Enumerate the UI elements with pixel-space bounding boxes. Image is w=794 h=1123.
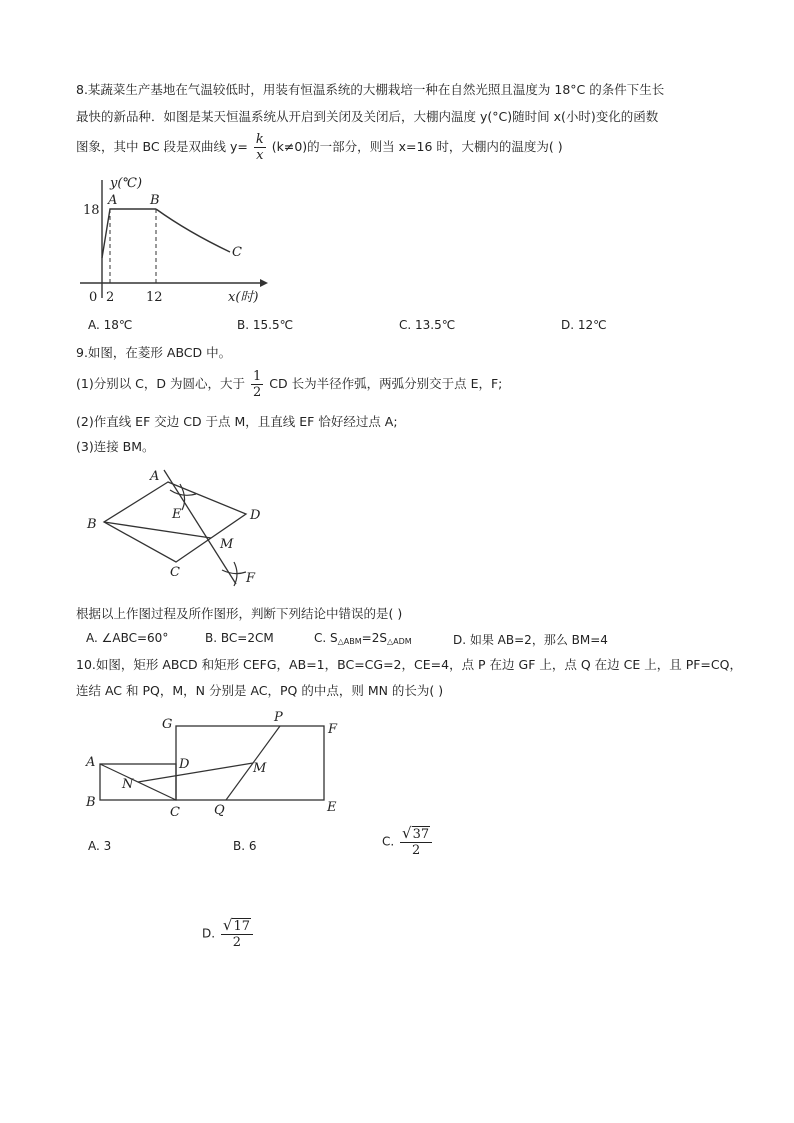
q8-line-3-pre: 图象，其中 BC 段是双曲线 y= [76,139,248,154]
q10-label-f: F [328,722,338,737]
q9-option-d: D. 如果 AB=2，那么 BM=4 [453,633,608,647]
q10-label-a: A [86,755,96,770]
q9-option-c-sub1: △ABM [337,637,362,646]
q9-label-f: F [246,571,256,586]
q10-option-a: A. 3 [88,839,112,853]
q9-label-b: B [87,517,97,532]
q9-segment-bm [104,522,211,538]
q10-label-c: C [170,805,180,820]
q8-option-a: A. 18℃ [88,318,133,332]
q10-option-b: B. 6 [233,839,257,853]
q8-line-2: 最快的新品种．如图是某天恒温系统从开启到关闭及关闭后，大棚内温度 y(°C)随时间 x(小时)变化的函数 [76,109,659,124]
q10-option-d-radicand: 17 [233,919,250,934]
q10-option-c [382,826,434,857]
q10-option-d-pre: D. [202,926,216,941]
q10-label-n: N [122,777,134,792]
q9-option-c [314,631,412,646]
q10-option-d-num [221,918,253,935]
q8-y-axis-label: y(℃) [110,176,143,191]
q8-line-1: 8.某蔬菜生产基地在气温较低时，用装有恒温系统的大棚栽培一种在自然光照且温度为 18°C 的条件下生长 [76,82,665,97]
q8-x-tick-2: 2 [106,290,115,305]
q10-option-c-den: 2 [411,843,421,858]
q10-option-c-fraction [400,826,432,857]
q8-option-c: C. 13.5℃ [399,318,456,332]
q10-option-c-pre: C. [382,834,395,849]
q9-option-c-mid: =2S [361,631,387,645]
q10-label-q: Q [214,803,225,818]
q9-step-1-pre: (1)分别以 C，D 为圆心，大于 [76,376,246,391]
q8-option-d: D. 12℃ [561,318,607,332]
q9-step-1-post: CD 长为半径作弧，两弧分别交于点 E，F; [269,376,503,391]
q10-option-c-sqrt: √37 [402,824,430,842]
q10-label-b: B [86,795,96,810]
q8-point-b: B [150,193,160,208]
q10-line-2: 连结 AC 和 PQ，M，N 分别是 AC，PQ 的中点，则 MN 的长为( ) [76,683,444,698]
q10-label-m: M [253,761,267,776]
q10-option-d [202,918,255,949]
q8-point-a: A [108,193,118,208]
q9-label-a: A [150,469,160,484]
q9-line-1: 9.如图，在菱形 ABCD 中。 [76,345,232,360]
q8-x-tick-0: 0 [89,290,98,305]
q9-rhombus-figure [84,460,284,595]
q8-curve-bc [156,209,230,252]
q10-option-d-fraction [221,918,253,949]
q8-frac-num: k [255,132,264,147]
q9-question: 根据以上作图过程及所作图形，判断下列结论中错误的是( ) [76,606,403,621]
q10-option-d-sqrt: √17 [222,916,250,934]
q8-x-axis-label: x(时) [228,290,259,305]
q9-step-2: (2)作直线 EF 交边 CD 于点 M，且直线 EF 恰好经过点 A; [76,414,398,429]
q8-option-b: B. 15.5℃ [237,318,294,332]
q9-label-c: C [170,565,180,580]
q8-graph-figure [78,170,278,308]
q9-label-d: D [250,508,261,523]
q9-arc-f1 [222,570,246,574]
q8-line-3-post: (k≠0)的一部分，则当 x=16 时，大棚内的温度为( ) [271,139,563,154]
q8-x-tick-12: 12 [146,290,163,305]
q10-option-c-num [400,826,432,843]
q8-line-3 [76,133,563,162]
q9-option-a: A. ∠ABC=60° [86,631,169,645]
q9-frac-den: 2 [253,385,262,400]
q9-step-3: (3)连接 BM。 [76,439,155,454]
q9-option-b: B. BC=2CM [205,631,274,645]
q10-label-g: G [162,717,173,732]
q10-label-d: D [179,757,190,772]
q9-option-c-pre: C. S [314,631,338,645]
q10-option-c-radicand: 37 [412,827,430,842]
q8-frac-den: x [256,148,264,163]
q8-x-arrow [260,279,268,287]
q10-rectangles-figure [84,708,354,820]
q9-label-m: M [220,537,234,552]
q10-label-p: P [274,710,283,725]
q9-fraction-half [251,370,263,399]
q10-label-e: E [327,800,337,815]
q8-point-c: C [232,245,242,260]
q9-option-c-sub2: △ADM [386,637,412,646]
q10-option-d-den: 2 [232,935,242,950]
q8-fraction-k-over-x [254,133,266,162]
q9-frac-num: 1 [253,369,262,384]
q10-segment-mn [138,763,253,782]
q8-y-tick-18: 18 [83,203,100,218]
q9-label-e: E [172,507,182,522]
q9-step-1 [76,370,502,399]
q10-line-1: 10.如图，矩形 ABCD 和矩形 CEFG，AB=1，BC=CG=2，CE=4，点 P 在边 GF 上，点 Q 在边 CE 上，且 PF=CQ， [76,657,742,672]
